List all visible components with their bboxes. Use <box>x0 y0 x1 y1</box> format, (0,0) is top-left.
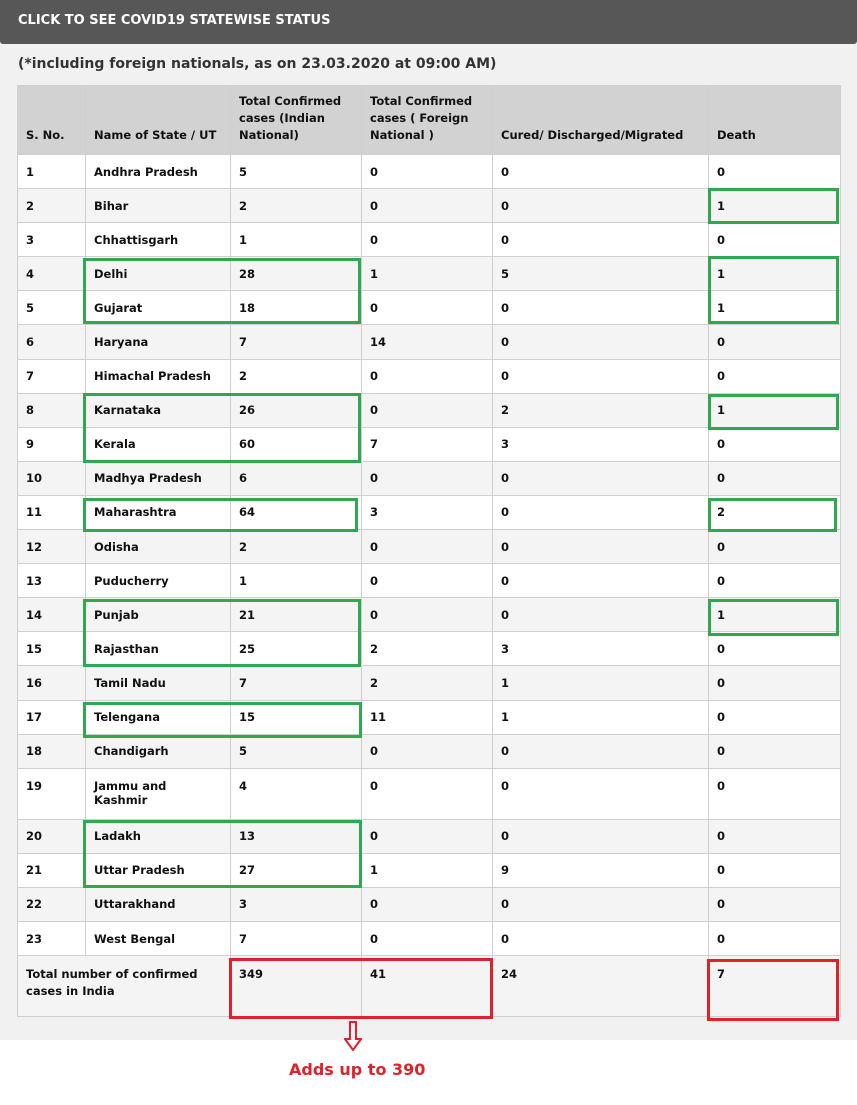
cell-state: Puducherry <box>86 564 231 598</box>
cell-sno: 4 <box>18 257 86 291</box>
total-label: Total number of confirmed cases in India <box>18 956 231 1017</box>
col-confirmed-indian: Total Confirmed cases (Indian National) <box>231 86 362 155</box>
cell-state: Gujarat <box>86 291 231 325</box>
cell-cured: 0 <box>493 887 709 921</box>
cell-death: 0 <box>709 632 841 666</box>
cell-death: 0 <box>709 461 841 495</box>
cell-confirmed-indian: 2 <box>231 189 362 223</box>
table-note: (*including foreign nationals, as on 23.03.2020 at 09:00 AM) <box>18 56 497 72</box>
cell-confirmed-indian: 26 <box>231 393 362 427</box>
sum-annotation: Adds up to 390 <box>289 1060 426 1079</box>
cell-confirmed-indian: 25 <box>231 632 362 666</box>
cell-confirmed-foreign: 0 <box>362 155 493 189</box>
cell-sno: 17 <box>18 700 86 734</box>
cell-cured: 9 <box>493 853 709 887</box>
cell-cured: 0 <box>493 564 709 598</box>
col-cured: Cured/ Discharged/Migrated <box>493 86 709 155</box>
cell-confirmed-foreign: 0 <box>362 921 493 955</box>
table-row <box>18 223 841 257</box>
cell-sno: 5 <box>18 291 86 325</box>
table-row <box>18 666 841 700</box>
cell-death: 0 <box>709 325 841 359</box>
cell-death: 0 <box>709 155 841 189</box>
cell-confirmed-foreign: 0 <box>362 734 493 768</box>
cell-sno: 8 <box>18 393 86 427</box>
cell-confirmed-indian: 5 <box>231 734 362 768</box>
table-row <box>18 700 841 734</box>
table-row <box>18 564 841 598</box>
cell-death: 0 <box>709 223 841 257</box>
cell-sno: 15 <box>18 632 86 666</box>
cell-state: Tamil Nadu <box>86 666 231 700</box>
cell-state: Haryana <box>86 325 231 359</box>
cell-cured: 0 <box>493 530 709 564</box>
cell-cured: 0 <box>493 325 709 359</box>
cell-sno: 9 <box>18 427 86 461</box>
cell-cured: 0 <box>493 291 709 325</box>
cell-confirmed-indian: 3 <box>231 887 362 921</box>
cell-confirmed-foreign: 1 <box>362 257 493 291</box>
cell-sno: 14 <box>18 598 86 632</box>
table-row <box>18 155 841 189</box>
cell-death: 0 <box>709 700 841 734</box>
cell-sno: 16 <box>18 666 86 700</box>
col-state: Name of State / UT <box>86 86 231 155</box>
cell-confirmed-foreign: 0 <box>362 768 493 819</box>
cell-cured: 0 <box>493 495 709 529</box>
col-sno: S. No. <box>18 86 86 155</box>
cell-death: 0 <box>709 666 841 700</box>
cell-confirmed-foreign: 0 <box>362 291 493 325</box>
cell-sno: 12 <box>18 530 86 564</box>
cell-sno: 11 <box>18 495 86 529</box>
table-row <box>18 921 841 955</box>
cell-cured: 0 <box>493 359 709 393</box>
table-row <box>18 325 841 359</box>
cell-confirmed-foreign: 1 <box>362 853 493 887</box>
table-row <box>18 853 841 887</box>
cell-state: Chandigarh <box>86 734 231 768</box>
cell-death: 0 <box>709 530 841 564</box>
cell-sno: 22 <box>18 887 86 921</box>
cell-death: 0 <box>709 768 841 819</box>
table-row <box>18 291 841 325</box>
cell-state: Kerala <box>86 427 231 461</box>
cell-sno: 19 <box>18 768 86 819</box>
cell-confirmed-foreign: 0 <box>362 819 493 853</box>
table-row <box>18 598 841 632</box>
table-row <box>18 887 841 921</box>
covid-statewise-table <box>17 85 841 1017</box>
table-row <box>18 461 841 495</box>
total-row <box>18 956 841 1017</box>
cell-confirmed-indian: 18 <box>231 291 362 325</box>
cell-confirmed-foreign: 0 <box>362 189 493 223</box>
cell-sno: 3 <box>18 223 86 257</box>
cell-death: 0 <box>709 359 841 393</box>
table-row <box>18 189 841 223</box>
cell-confirmed-indian: 60 <box>231 427 362 461</box>
cell-confirmed-foreign: 2 <box>362 632 493 666</box>
cell-confirmed-indian: 1 <box>231 564 362 598</box>
cell-death: 1 <box>709 291 841 325</box>
cell-cured: 0 <box>493 189 709 223</box>
cell-confirmed-indian: 6 <box>231 461 362 495</box>
table-row <box>18 530 841 564</box>
cell-confirmed-foreign: 0 <box>362 530 493 564</box>
cell-state: Uttar Pradesh <box>86 853 231 887</box>
cell-sno: 2 <box>18 189 86 223</box>
table-row <box>18 359 841 393</box>
cell-death: 1 <box>709 257 841 291</box>
cell-confirmed-indian: 1 <box>231 223 362 257</box>
cell-death: 0 <box>709 887 841 921</box>
cell-confirmed-foreign: 11 <box>362 700 493 734</box>
cell-sno: 21 <box>18 853 86 887</box>
cell-confirmed-foreign: 0 <box>362 564 493 598</box>
cell-sno: 18 <box>18 734 86 768</box>
cell-cured: 0 <box>493 768 709 819</box>
cell-death: 0 <box>709 819 841 853</box>
cell-state: Jammu and Kashmir <box>86 768 231 819</box>
cell-state: Maharashtra <box>86 495 231 529</box>
cell-death: 2 <box>709 495 841 529</box>
cell-cured: 0 <box>493 155 709 189</box>
cell-cured: 1 <box>493 666 709 700</box>
cell-death: 0 <box>709 427 841 461</box>
cell-confirmed-indian: 27 <box>231 853 362 887</box>
total-indian: 349 <box>231 956 362 1017</box>
cell-state: Odisha <box>86 530 231 564</box>
cell-sno: 1 <box>18 155 86 189</box>
cell-cured: 3 <box>493 632 709 666</box>
cell-sno: 10 <box>18 461 86 495</box>
cell-cured: 0 <box>493 598 709 632</box>
cell-confirmed-indian: 7 <box>231 666 362 700</box>
cell-state: Ladakh <box>86 819 231 853</box>
col-death: Death <box>709 86 841 155</box>
cell-death: 0 <box>709 921 841 955</box>
cell-death: 1 <box>709 598 841 632</box>
cell-state: Karnataka <box>86 393 231 427</box>
cell-state: Madhya Pradesh <box>86 461 231 495</box>
cell-confirmed-foreign: 0 <box>362 359 493 393</box>
table-row <box>18 427 841 461</box>
table-row <box>18 495 841 529</box>
table-row <box>18 257 841 291</box>
cell-state: Himachal Pradesh <box>86 359 231 393</box>
cell-confirmed-foreign: 14 <box>362 325 493 359</box>
cell-death: 0 <box>709 734 841 768</box>
cell-cured: 0 <box>493 223 709 257</box>
table-row <box>18 393 841 427</box>
cell-confirmed-foreign: 0 <box>362 598 493 632</box>
cell-sno: 20 <box>18 819 86 853</box>
table-row <box>18 734 841 768</box>
cell-confirmed-foreign: 2 <box>362 666 493 700</box>
toggle-label: CLICK TO SEE COVID19 STATEWISE STATUS <box>18 13 331 28</box>
cell-confirmed-indian: 2 <box>231 359 362 393</box>
cell-state: Delhi <box>86 257 231 291</box>
cell-state: Punjab <box>86 598 231 632</box>
cell-state: Telengana <box>86 700 231 734</box>
cell-state: Chhattisgarh <box>86 223 231 257</box>
table-row <box>18 819 841 853</box>
cell-confirmed-indian: 13 <box>231 819 362 853</box>
cell-state: West Bengal <box>86 921 231 955</box>
cell-confirmed-foreign: 0 <box>362 461 493 495</box>
total-foreign: 41 <box>362 956 493 1017</box>
cell-cured: 1 <box>493 700 709 734</box>
cell-sno: 13 <box>18 564 86 598</box>
cell-cured: 0 <box>493 819 709 853</box>
table-header-row <box>18 86 841 155</box>
cell-death: 1 <box>709 393 841 427</box>
cell-state: Bihar <box>86 189 231 223</box>
table-row <box>18 632 841 666</box>
total-cured: 24 <box>493 956 709 1017</box>
cell-confirmed-indian: 4 <box>231 768 362 819</box>
cell-confirmed-foreign: 0 <box>362 223 493 257</box>
cell-cured: 0 <box>493 734 709 768</box>
cell-confirmed-indian: 21 <box>231 598 362 632</box>
cell-state: Rajasthan <box>86 632 231 666</box>
col-confirmed-foreign: Total Confirmed cases ( Foreign National ) <box>362 86 493 155</box>
cell-sno: 6 <box>18 325 86 359</box>
cell-death: 0 <box>709 564 841 598</box>
table-row <box>18 768 841 819</box>
cell-cured: 0 <box>493 921 709 955</box>
cell-state: Uttarakhand <box>86 887 231 921</box>
cell-state: Andhra Pradesh <box>86 155 231 189</box>
cell-confirmed-indian: 5 <box>231 155 362 189</box>
cell-cured: 5 <box>493 257 709 291</box>
cell-confirmed-indian: 2 <box>231 530 362 564</box>
cell-cured: 2 <box>493 393 709 427</box>
total-death: 7 <box>709 956 841 1017</box>
cell-death: 0 <box>709 853 841 887</box>
cell-cured: 3 <box>493 427 709 461</box>
cell-sno: 7 <box>18 359 86 393</box>
cell-cured: 0 <box>493 461 709 495</box>
down-arrow-icon <box>344 1021 362 1051</box>
cell-death: 1 <box>709 189 841 223</box>
cell-confirmed-foreign: 0 <box>362 393 493 427</box>
cell-confirmed-indian: 7 <box>231 325 362 359</box>
cell-confirmed-foreign: 7 <box>362 427 493 461</box>
cell-confirmed-foreign: 3 <box>362 495 493 529</box>
cell-confirmed-indian: 28 <box>231 257 362 291</box>
cell-sno: 23 <box>18 921 86 955</box>
cell-confirmed-indian: 15 <box>231 700 362 734</box>
cell-confirmed-indian: 7 <box>231 921 362 955</box>
cell-confirmed-foreign: 0 <box>362 887 493 921</box>
cell-confirmed-indian: 64 <box>231 495 362 529</box>
statewise-status-toggle[interactable] <box>0 0 857 44</box>
